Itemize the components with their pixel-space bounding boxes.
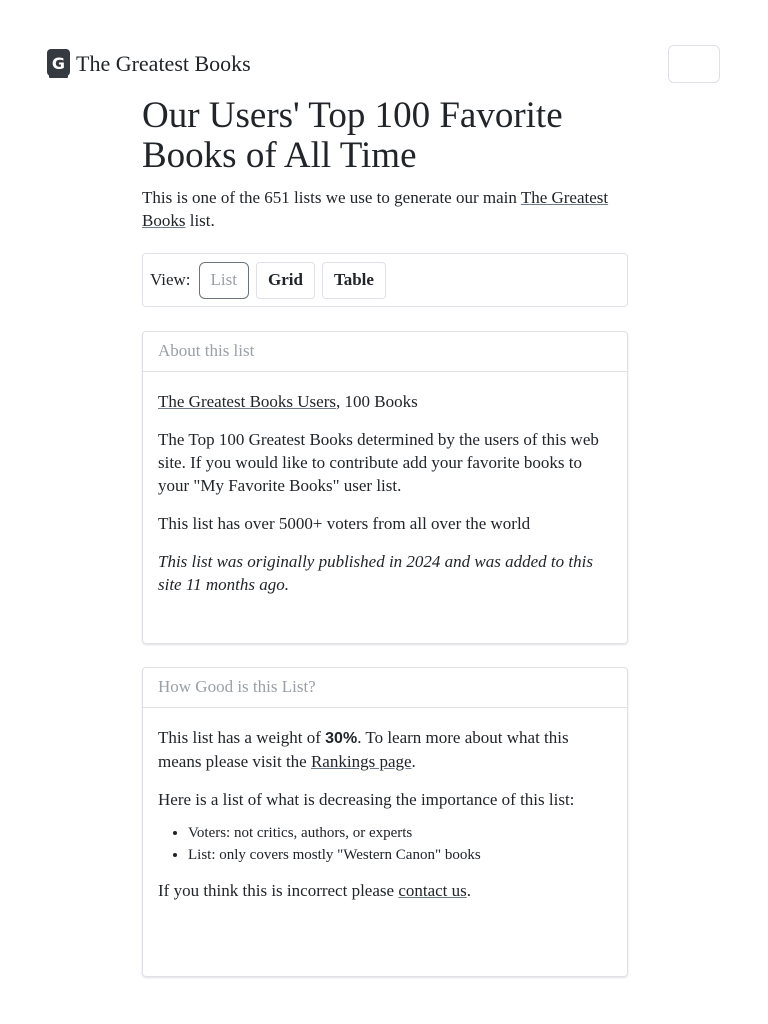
author-link[interactable]: The Greatest Books Users	[158, 392, 336, 411]
contact-text: If you think this is incorrect please	[158, 881, 399, 900]
greatest-books-link[interactable]: The Greatest Books	[142, 188, 609, 230]
list-item: • Voters: not critics, authors, or experts	[188, 822, 612, 844]
book-g-logo-icon	[46, 48, 71, 80]
intro-suffix: list.	[185, 211, 215, 230]
svg-text:G: G	[51, 54, 66, 73]
weight-text-end: .	[411, 752, 416, 771]
list-description: The Top 100 Greatest Books determined by the users of this web site. If you would like to contribute add your favorite books to your "My Favorite Books" user list.	[158, 430, 599, 495]
voters-info: This list has over 5000+ voters from all over the world	[158, 514, 531, 533]
view-switcher	[142, 253, 628, 307]
quality-card-body	[143, 708, 627, 927]
factor-list	[158, 822, 612, 866]
quality-card	[142, 667, 628, 977]
list-intro	[142, 186, 628, 232]
contact-us-link[interactable]: contact us	[398, 881, 467, 900]
about-card-body	[143, 372, 627, 621]
view-label: View:	[150, 270, 191, 289]
weight-value: 30%	[325, 730, 358, 747]
contact-suffix: .	[466, 881, 472, 900]
list-item: • List: only covers mostly "Western Canon" books	[188, 844, 612, 866]
about-card-header: About this list	[143, 332, 627, 372]
brand-name: The Greatest Books	[76, 51, 251, 76]
contact-info	[158, 879, 612, 902]
quality-card-header: How Good is this List?	[143, 668, 627, 708]
weight-text: This list has a weight of	[158, 728, 326, 747]
main-content	[142, 96, 628, 232]
intro-text: This is one of the 651 lists we use to generate our main	[142, 188, 521, 207]
view-table-button[interactable]: Table	[322, 262, 386, 299]
view-list-button[interactable]: List	[199, 262, 249, 299]
book-count: , 100 Books	[336, 392, 418, 411]
list-author	[158, 390, 612, 413]
weight-info	[158, 726, 612, 773]
weight-text-mid: . To learn more about what this means please visit the	[158, 728, 569, 771]
about-card	[142, 331, 628, 644]
navbar-toggle-button[interactable]	[668, 45, 720, 83]
view-grid-button[interactable]: Grid	[256, 262, 315, 299]
rankings-page-link[interactable]: Rankings page	[310, 752, 412, 771]
page-title: Our Users' Top 100 Favorite Books of All Time	[142, 95, 563, 176]
published-info: This list was originally published in 2024 and was added to this site 11 months ago.	[158, 552, 593, 594]
brand-link[interactable]	[46, 48, 251, 80]
decreasing-info: Here is a list of what is decreasing the importance of this list:	[158, 790, 575, 809]
